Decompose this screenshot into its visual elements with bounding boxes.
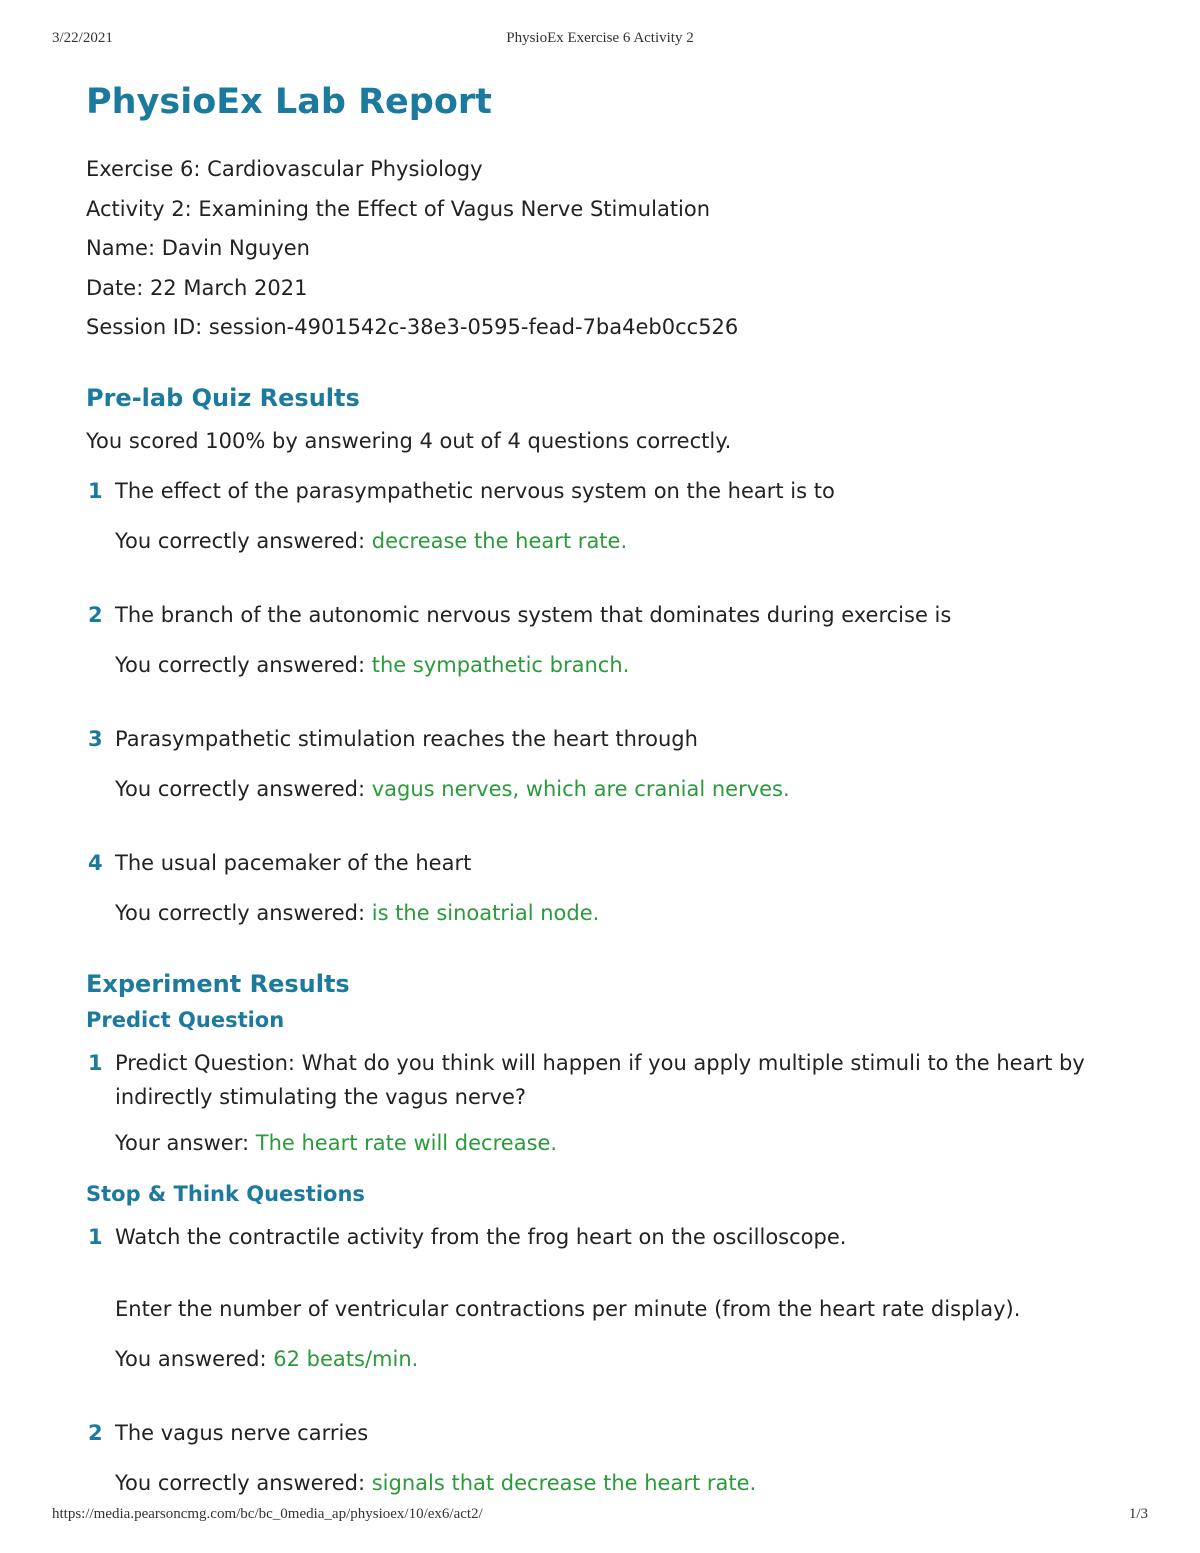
prelab-question [86, 846, 1136, 930]
question-text: Predict Question: What do you think will happen if you apply multiple stimuli to the heart by indirectly stimulating the vagus nerve? [115, 1050, 1085, 1109]
prelab-heading: Pre-lab Quiz Results [86, 383, 360, 412]
print-title: PhysioEx Exercise 6 Activity 2 [506, 30, 694, 46]
answer-line [115, 524, 1136, 558]
answer-value: the sympathetic branch. [371, 652, 630, 677]
answer-prefix: You answered: [115, 1346, 274, 1371]
answer-prefix: You correctly answered: [115, 776, 372, 801]
print-url: https://media.pearsoncmg.com/bc/bc_0media_ap/physioex/10/ex6/act2/ [52, 1506, 483, 1522]
answer-value: 62 beats/min. [273, 1346, 419, 1371]
experiment-heading: Experiment Results [86, 969, 350, 998]
stop-think-question [86, 1220, 1136, 1376]
student-name: Name: Davin Nguyen [86, 236, 310, 260]
question-text: The vagus nerve carries [115, 1420, 369, 1445]
session-id: Session ID: session-4901542c-38e3-0595-fead-7ba4eb0cc526 [86, 315, 739, 339]
report-content [86, 82, 1136, 1514]
page-number: 1/3 [1128, 1506, 1148, 1522]
answer-line [115, 896, 1136, 930]
activity-line: Activity 2: Examining the Effect of Vagus Nerve Stimulation [86, 196, 711, 221]
question-number: 1 [88, 478, 103, 503]
question-number: 1 [88, 1050, 103, 1075]
answer-prefix: You correctly answered: [115, 1470, 372, 1495]
question-text: The branch of the autonomic nervous system that dominates during exercise is [115, 602, 952, 627]
answer-value: is the sinoatrial node. [371, 900, 600, 925]
predict-question [86, 1046, 1136, 1160]
report-date: Date: 22 March 2021 [86, 275, 308, 300]
question-text: The usual pacemaker of the heart [115, 850, 472, 875]
question-text: Watch the contractile activity from the frog heart on the oscilloscope. [115, 1224, 847, 1249]
question-number: 4 [88, 850, 103, 875]
exercise-line: Exercise 6: Cardiovascular Physiology [86, 157, 483, 181]
question-text: The effect of the parasympathetic nervous system on the heart is to [115, 478, 835, 503]
answer-value: signals that decrease the heart rate. [371, 1470, 757, 1495]
answer-line [115, 648, 1136, 682]
report-title: PhysioEx Lab Report [86, 82, 492, 122]
answer-prefix: You correctly answered: [115, 528, 372, 553]
question-text: Parasympathetic stimulation reaches the heart through [115, 726, 698, 751]
stop-think-heading: Stop & Think Questions [86, 1181, 365, 1206]
question-number: 1 [88, 1224, 103, 1249]
print-date: 3/22/2021 [52, 30, 113, 46]
answer-line [115, 1126, 1136, 1160]
question-number: 2 [88, 1420, 103, 1445]
question-number: 2 [88, 602, 103, 627]
stop-think-question [86, 1416, 1136, 1500]
answer-line [115, 772, 1136, 806]
answer-prefix: You correctly answered: [115, 900, 372, 925]
answer-value: vagus nerves, which are cranial nerves. [371, 776, 790, 801]
question-number: 3 [88, 726, 103, 751]
answer-value: The heart rate will decrease. [255, 1130, 558, 1155]
answer-value: decrease the heart rate. [371, 528, 628, 553]
answer-line [115, 1342, 1136, 1376]
prelab-question [86, 474, 1136, 558]
question-subtext: Enter the number of ventricular contractions per minute (from the heart rate display). [115, 1296, 1021, 1321]
prelab-question [86, 722, 1136, 806]
prelab-question [86, 598, 1136, 682]
prelab-score: You scored 100% by answering 4 out of 4 questions correctly. [86, 428, 732, 453]
predict-heading: Predict Question [86, 1007, 285, 1032]
answer-prefix: You correctly answered: [115, 652, 372, 677]
answer-prefix: Your answer: [115, 1130, 256, 1155]
answer-line [115, 1466, 1136, 1500]
